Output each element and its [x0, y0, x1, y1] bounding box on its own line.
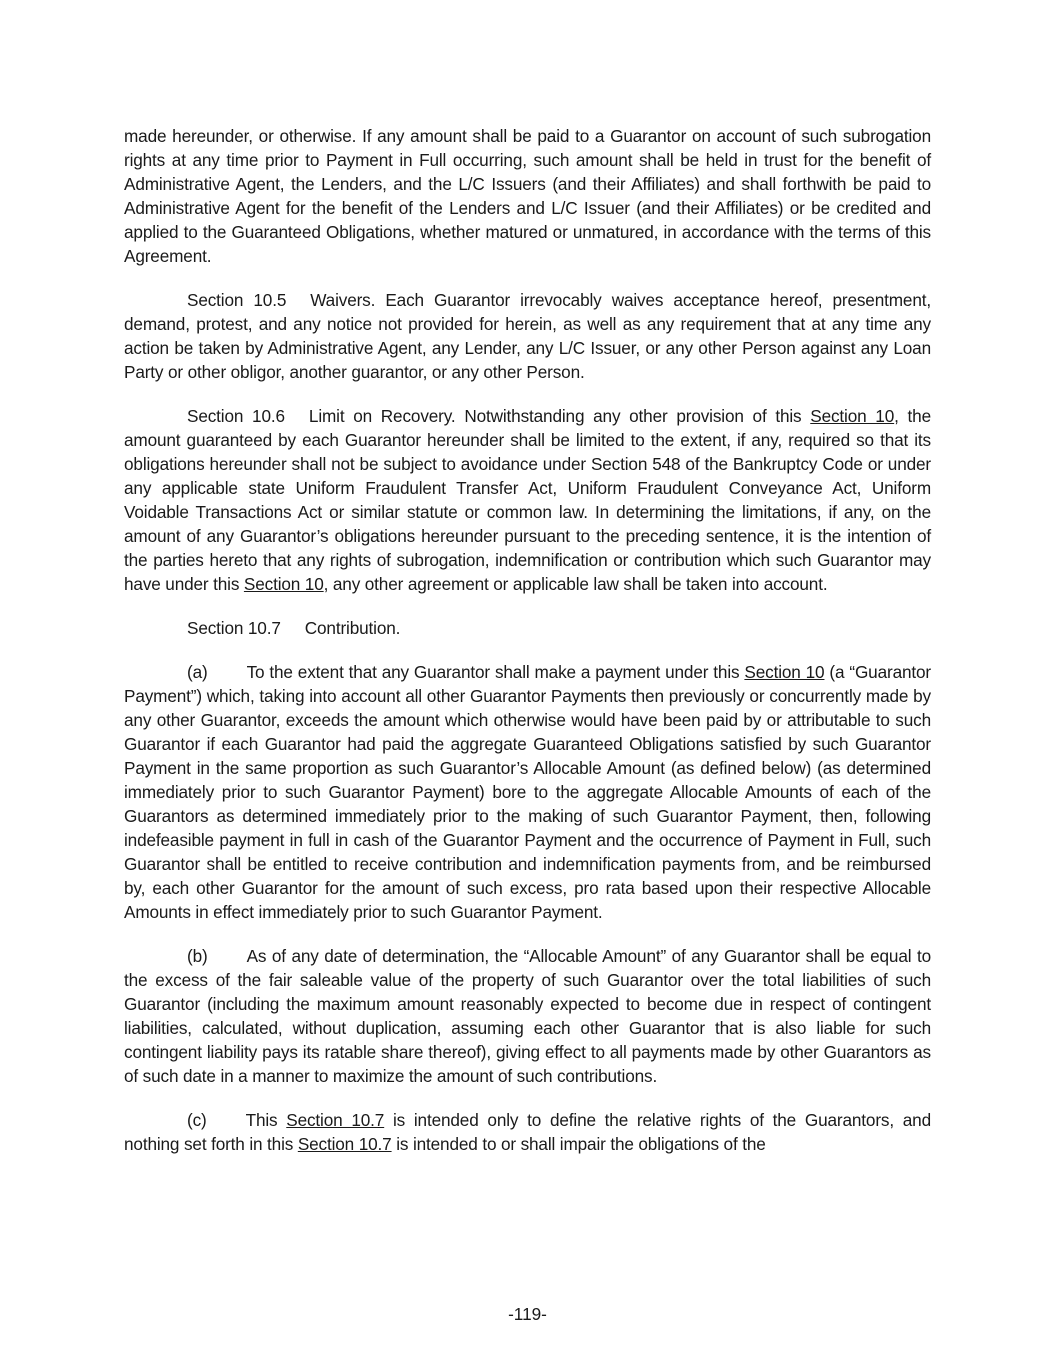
paragraph-b — [124, 944, 931, 1088]
section-reference: Section 10.7 — [286, 1110, 385, 1130]
section-10-5 — [124, 288, 931, 384]
paragraph-continuation: made hereunder, or otherwise. If any amount shall be paid to a Guarantor on account of such subrogation rights at any time prior to Payment in Full occurring, such amount shall be held in trust for the benefit of Administrative Agent, the Lenders, and the L/C Issuers (and their Affiliates) and shall forthwith be paid to Administrative Agent for the benefit of the Lenders and L/C Issuer (and their Affiliates) or be credited and applied to the Guaranteed Obligations, whether matured or unmatured, in accordance with the terms of this Agreement. — [124, 126, 931, 266]
section-title: Contribution. — [304, 618, 401, 638]
section-number: Section 10.6 — [187, 406, 285, 426]
section-title: Limit on Recovery. — [308, 406, 456, 426]
section-body: , any other agreement or applicable law shall be taken into account. — [323, 574, 828, 594]
paragraph-label: (a) — [187, 662, 208, 682]
section-body: Notwithstanding any other provision of this — [455, 406, 811, 426]
paragraph-label: (b) — [187, 946, 208, 966]
paragraph-body: To the extent that any Guarantor shall make a payment under this — [246, 662, 745, 682]
paragraph-body: is intended only to define the relative rights of the Guarantors, and nothing set forth in this — [124, 1110, 931, 1154]
section-number: Section 10.5 — [187, 290, 287, 310]
paragraph-a — [124, 660, 931, 924]
section-reference: Section 10 — [243, 574, 324, 594]
section-title: Waivers. — [310, 290, 376, 310]
paragraph-label: (c) — [187, 1110, 207, 1130]
document-page — [124, 124, 931, 1176]
section-number: Section 10.7 — [187, 618, 281, 638]
paragraph-body: As of any date of determination, the “Allocable Amount” of any Guarantor shall be equal to the excess of the fair saleable value of the property of such Guarantor over the total liabilities of such Guarantor (including the maximum amount reasonably expected to become due in respect of contingent liabilities, calculated, without duplication, assuming each other Guarantor that is also liable for such contingent liability pays its ratable share thereof), giving effect to all payments made by other Guarantors as of such date in a manner to maximize the amount of such contributions. — [124, 946, 931, 1086]
section-reference: Section 10 — [744, 662, 825, 682]
section-body: , the amount guaranteed by each Guarantor hereunder shall be limited to the extent, if any, required so that its obligations hereunder shall not be subject to avoidance under Section 548 of the Bankruptcy Code or under any applicable state Uniform Fraudulent Transfer Act, Uniform Fraudulent Conveyance Act, Uniform Voidable Transactions Act or similar statute or common law. In determining the limitations, if any, on the amount of any Guarantor’s obligations hereunder pursuant to the preceding sentence, it is the intention of the parties hereto that any rights of subrogation, indemnification or contribution which such Guarantor may have under this — [124, 406, 931, 594]
section-body: Each Guarantor irrevocably waives acceptance hereof, presentment, demand, protest, and any notice not provided for herein, as well as any requirement that at any time any action be taken by Administrative Agent, any Lender, any L/C Issuer, or any other Person against any Loan Party or other obligor, another guarantor, or any other Person. — [124, 290, 931, 382]
section-reference: Section 10.7 — [297, 1134, 392, 1154]
section-reference: Section 10 — [810, 406, 895, 426]
paragraph-body: (a “Guarantor Payment”) which, taking into account all other Guarantor Payments then previously or concurrently made by any other Guarantor, exceeds the amount which otherwise would have been paid by or attributable to such Guarantor if each Guarantor had paid the aggregate Guaranteed Obligations satisfied by such Guarantor Payment in the same proportion as such Guarantor’s Allocable Amount (as defined below) (as determined immediately prior to such Guarantor Payment) bore to the aggregate Allocable Amounts of each of the Guarantors as determined immediately prior to the making of such Guarantor Payment, then, following indefeasible payment in full in cash of the Guarantor Payment and the occurrence of Payment in Full, such Guarantor shall be entitled to receive contribution and indemnification payments from, and be reimbursed by, each other Guarantor for the amount of such excess, pro rata based upon their respective Allocable Amounts in effect immediately prior to such Guarantor Payment. — [124, 662, 931, 922]
paragraph-body: This — [245, 1110, 287, 1130]
page-number: -119- — [508, 1304, 547, 1324]
section-10-6 — [124, 404, 931, 596]
section-10-7-heading — [124, 616, 931, 640]
paragraph-body: is intended to or shall impair the obligations of the — [391, 1134, 766, 1154]
paragraph-c — [124, 1108, 931, 1156]
